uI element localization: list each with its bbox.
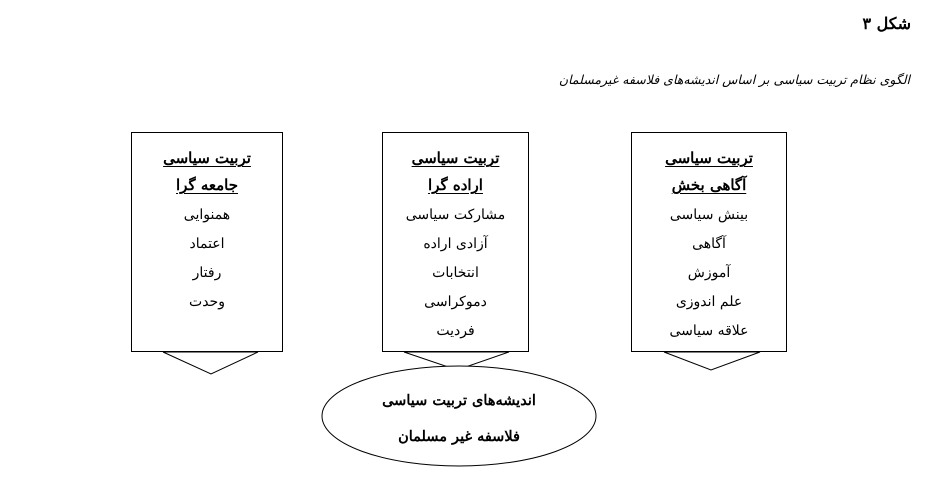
box-subheading: جامعه گرا xyxy=(176,176,238,194)
figure-label: شکل ۳ xyxy=(862,14,911,33)
box-item: بینش سیاسی xyxy=(669,207,749,223)
box-item: همنوایی xyxy=(183,207,231,223)
box-item: علم اندوزی xyxy=(675,294,743,310)
box-heading: تربیت سیاسی xyxy=(665,149,753,167)
box-subheading: اراده گرا xyxy=(428,176,483,194)
box-item: آموزش xyxy=(687,265,731,281)
box-item: آزادی اراده xyxy=(423,236,488,252)
box-item: دموکراسی xyxy=(424,294,487,310)
box-item: فردیت xyxy=(436,323,475,339)
figure-caption: الگوی نظام تربیت سیاسی بر اساس اندیشه‌های فلاسفه غیرمسلمان xyxy=(558,72,910,87)
arrow-left-box xyxy=(163,352,258,374)
box-will xyxy=(382,132,529,352)
box-item: رفتار xyxy=(192,265,222,281)
center-line-2: فلاسفه غیر مسلمان xyxy=(398,428,520,445)
box-item: اعتماد xyxy=(189,236,225,252)
box-subheading: آگاهی بخش xyxy=(671,176,747,194)
box-heading: تربیت سیاسی xyxy=(411,149,500,167)
box-society xyxy=(131,132,283,352)
center-ellipse-text xyxy=(321,366,597,466)
box-item: علاقه سیاسی xyxy=(669,323,749,339)
box-item: انتخابات xyxy=(432,265,479,281)
box-item: وحدت xyxy=(189,294,225,310)
box-item: مشارکت سیاسی xyxy=(405,207,506,223)
box-awareness xyxy=(631,132,787,352)
arrow-right-box xyxy=(664,352,760,370)
center-line-1: اندیشه‌های تربیت سیاسی xyxy=(382,392,536,409)
box-heading: تربیت سیاسی xyxy=(163,149,251,167)
box-item: آگاهی xyxy=(692,236,726,252)
